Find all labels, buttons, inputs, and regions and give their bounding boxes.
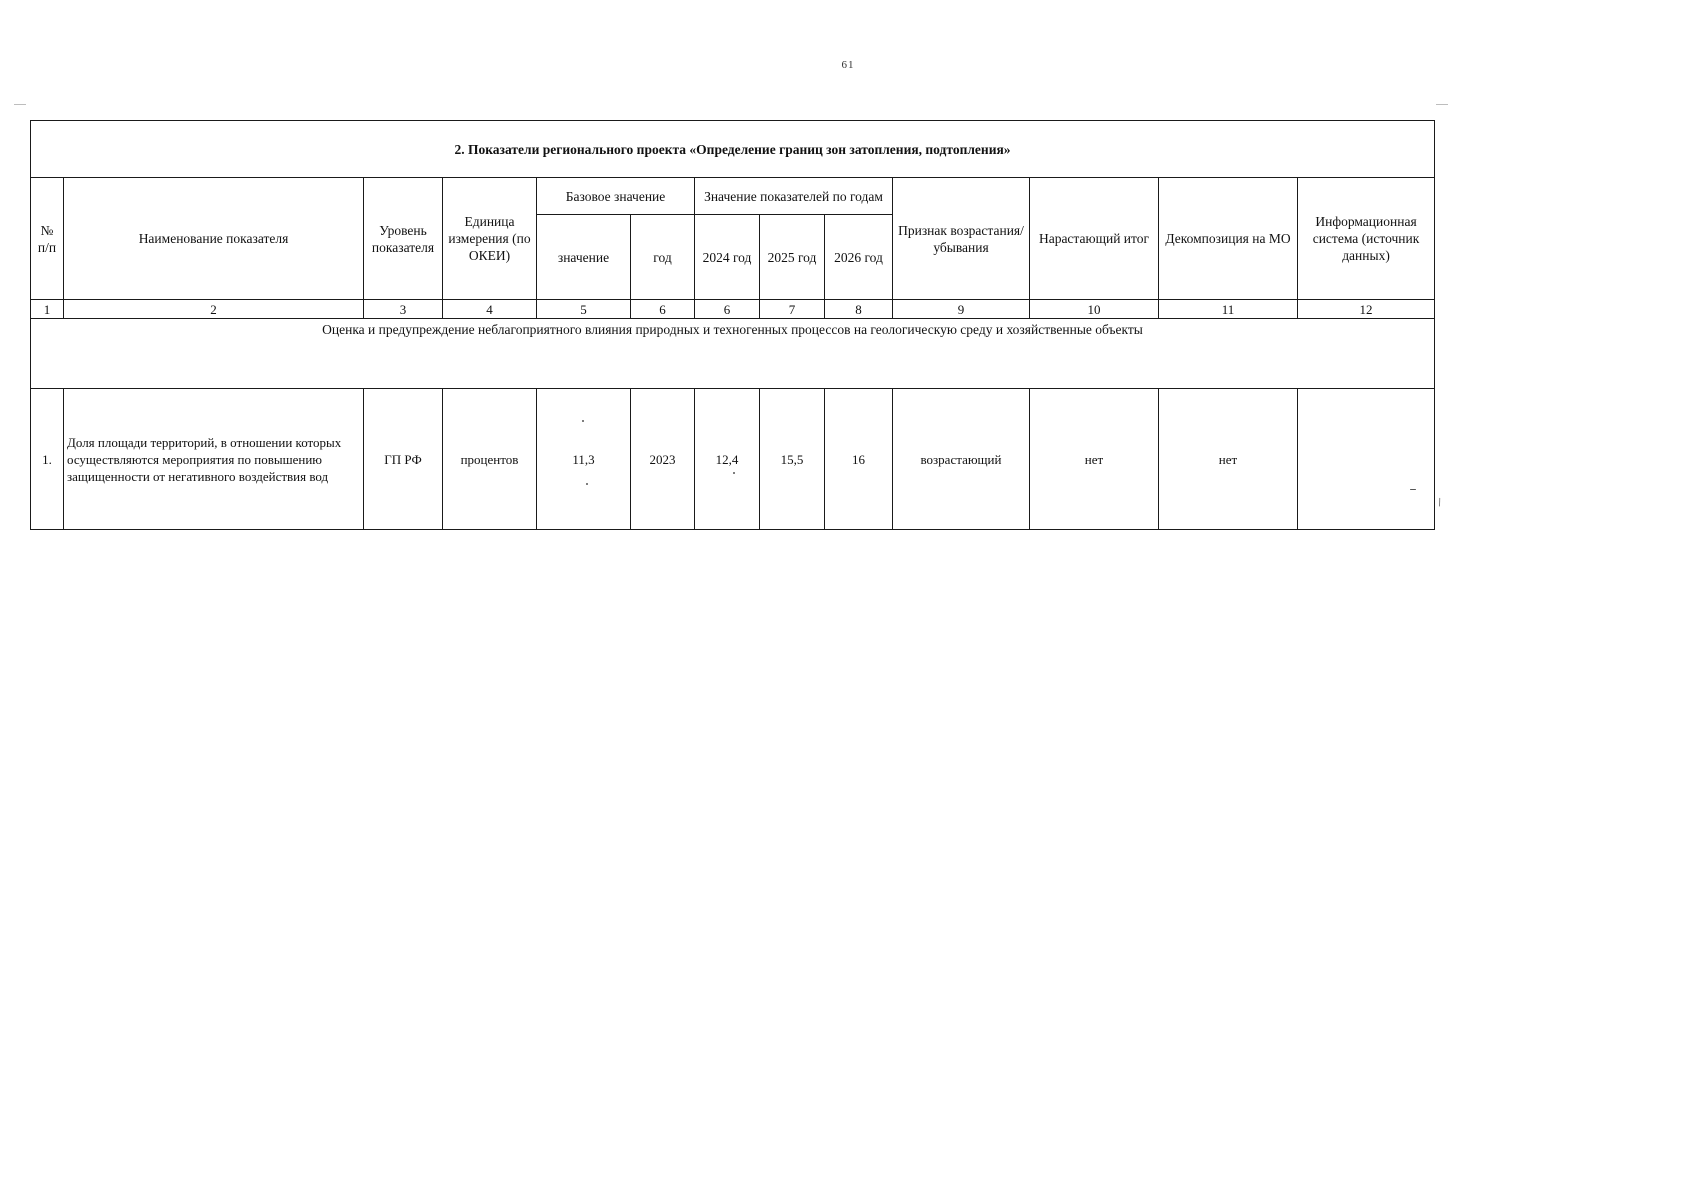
header-info-system: Информационная система (источник данных): [1298, 178, 1435, 300]
header-num: № п/п: [31, 178, 64, 300]
header-level: Уровень показателя: [364, 178, 443, 300]
header-year-2025: 2025 год: [760, 215, 825, 300]
header-row-top: [31, 178, 1435, 215]
row-decomposition: нет: [1159, 389, 1298, 530]
section-row: [31, 319, 1435, 389]
header-base-group: Базовое значение: [537, 178, 695, 215]
indicators-table: [30, 120, 1435, 530]
column-number: 3: [364, 300, 443, 319]
header-trend: Признак возрастания/ убывания: [893, 178, 1030, 300]
table-title: 2. Показатели регионального проекта «Определение границ зон затопления, подтопления»: [31, 121, 1435, 178]
column-number: 7: [760, 300, 825, 319]
header-year-2026: 2026 год: [825, 215, 893, 300]
header-cumulative: Нарастающий итог: [1030, 178, 1159, 300]
header-years-group: Значение показателей по годам: [695, 178, 893, 215]
column-number: 1: [31, 300, 64, 319]
header-name: Наименование показателя: [64, 178, 364, 300]
scan-speck: [733, 472, 735, 474]
row-trend: возрастающий: [893, 389, 1030, 530]
column-number: 4: [443, 300, 537, 319]
table-row: [31, 389, 1435, 530]
header-decomposition: Декомпозиция на МО: [1159, 178, 1298, 300]
header-unit: Единица измерения (по ОКЕИ): [443, 178, 537, 300]
column-number: 8: [825, 300, 893, 319]
column-number: 10: [1030, 300, 1159, 319]
column-number: 2: [64, 300, 364, 319]
row-unit: процентов: [443, 389, 537, 530]
column-number: 6: [695, 300, 760, 319]
row-value-2024: 12,4: [695, 389, 760, 530]
scan-speck: [582, 420, 584, 422]
row-level: ГП РФ: [364, 389, 443, 530]
column-number: 9: [893, 300, 1030, 319]
column-number: 12: [1298, 300, 1435, 319]
row-base-value: 11,3: [537, 389, 631, 530]
row-indicator-name: Доля площади территорий, в отношении которых осуществляются мероприятия по повышению защищенности от негативного воздействия вод: [64, 389, 364, 530]
row-value-2026: 16: [825, 389, 893, 530]
scan-artifact-line: [14, 104, 26, 105]
row-value-2025: 15,5: [760, 389, 825, 530]
column-number: 6: [631, 300, 695, 319]
scan-speck: [586, 483, 588, 485]
column-number: 5: [537, 300, 631, 319]
header-base-value: значение: [537, 215, 631, 300]
table-title-row: [31, 121, 1435, 178]
header-base-year: год: [631, 215, 695, 300]
column-number-row: [31, 300, 1435, 319]
row-num: 1.: [31, 389, 64, 530]
row-base-year: 2023: [631, 389, 695, 530]
page-number: 61: [841, 59, 855, 71]
scan-artifact-mark: \: [1435, 494, 1444, 510]
scan-artifact-line: [1436, 104, 1448, 105]
row-cumulative: нет: [1030, 389, 1159, 530]
scan-speck: [1410, 489, 1416, 490]
row-info-system: [1298, 389, 1435, 530]
section-title: Оценка и предупреждение неблагоприятного влияния природных и техногенных процессов на геологическую среду и хозяйственные объекты: [31, 319, 1435, 389]
column-number: 11: [1159, 300, 1298, 319]
header-year-2024: 2024 год: [695, 215, 760, 300]
